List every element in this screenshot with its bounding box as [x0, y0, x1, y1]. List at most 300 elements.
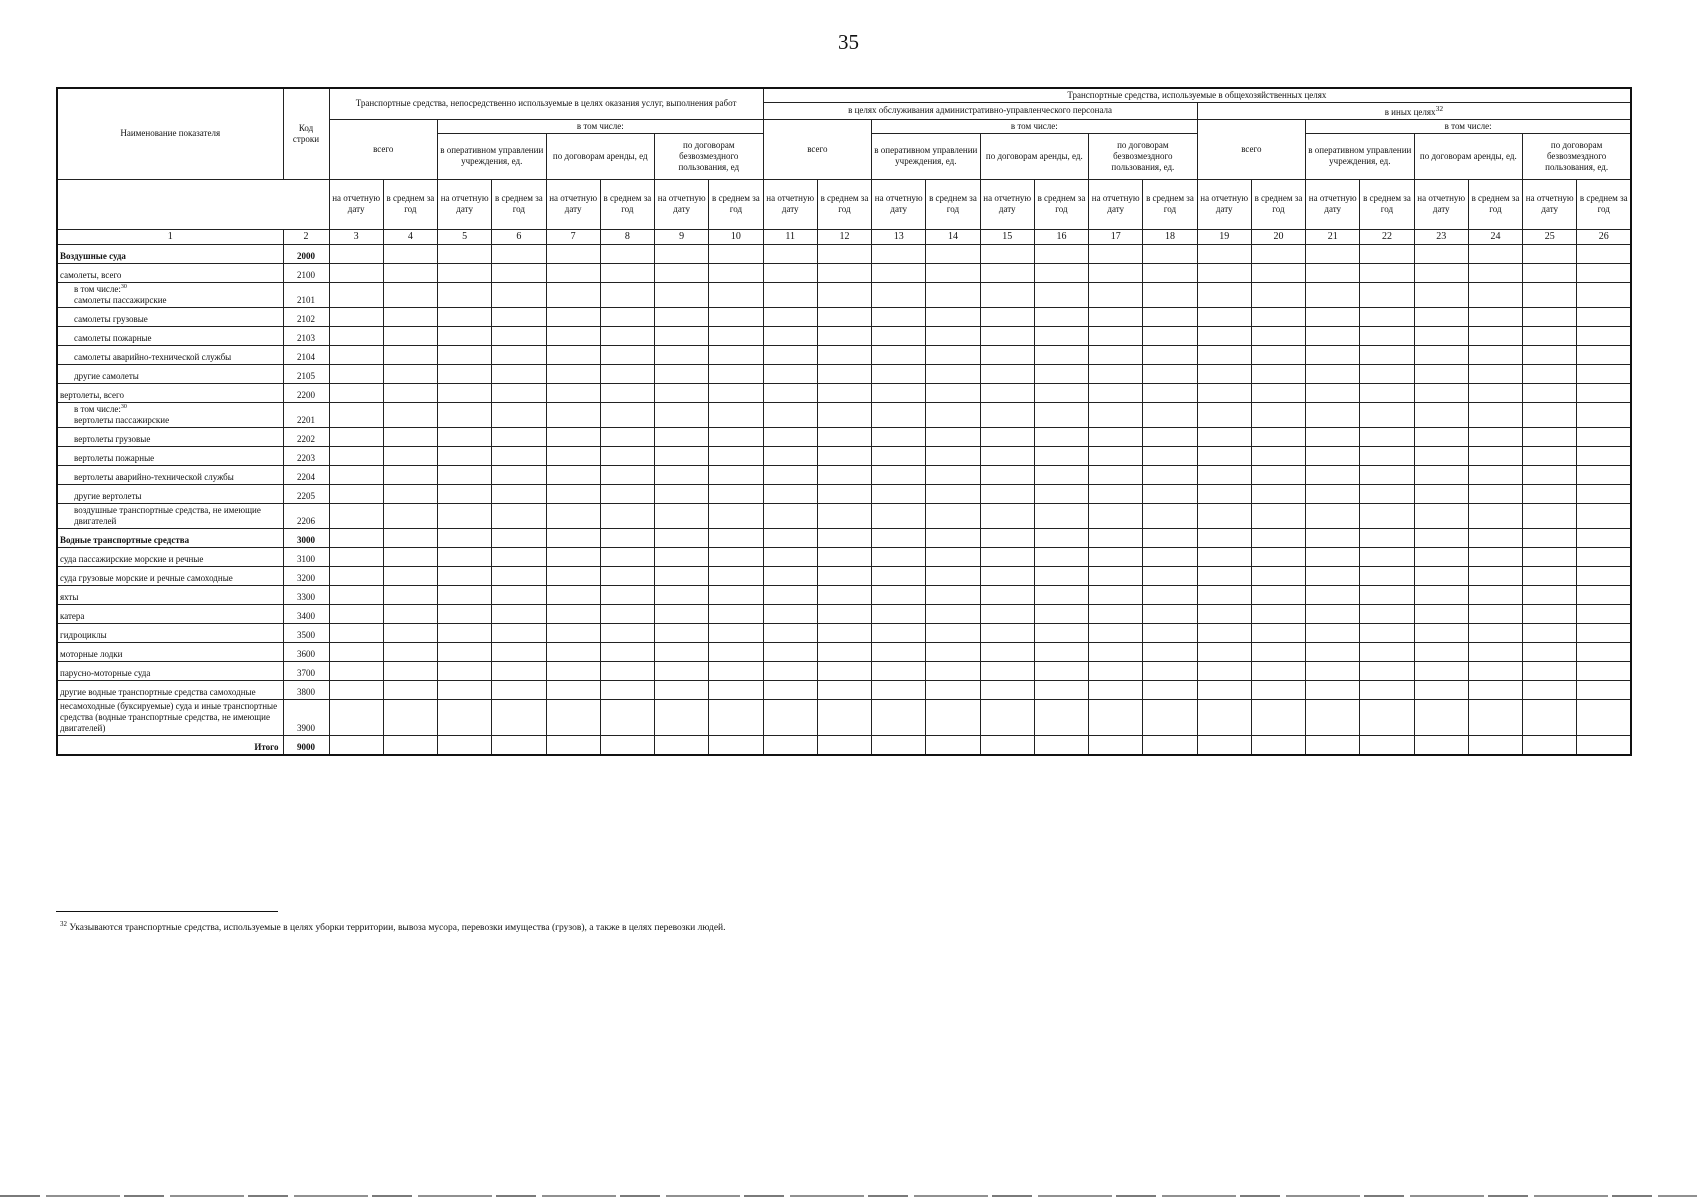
data-cell[interactable] — [600, 327, 654, 346]
data-cell[interactable] — [872, 735, 926, 755]
data-cell[interactable] — [817, 604, 871, 623]
data-cell[interactable] — [980, 484, 1034, 503]
data-cell[interactable] — [1251, 283, 1305, 308]
data-cell[interactable] — [329, 283, 383, 308]
data-cell[interactable] — [1577, 623, 1631, 642]
data-cell[interactable] — [383, 642, 437, 661]
data-cell[interactable] — [1143, 503, 1197, 528]
data-cell[interactable] — [329, 642, 383, 661]
data-cell[interactable] — [329, 245, 383, 264]
data-cell[interactable] — [817, 427, 871, 446]
data-cell[interactable] — [1306, 604, 1360, 623]
data-cell[interactable] — [1251, 346, 1305, 365]
data-cell[interactable] — [980, 699, 1034, 735]
data-cell[interactable] — [763, 566, 817, 585]
data-cell[interactable] — [1306, 623, 1360, 642]
data-cell[interactable] — [1143, 528, 1197, 547]
data-cell[interactable] — [763, 735, 817, 755]
data-cell[interactable] — [926, 308, 980, 327]
data-cell[interactable] — [600, 384, 654, 403]
data-cell[interactable] — [763, 283, 817, 308]
data-cell[interactable] — [1306, 283, 1360, 308]
data-cell[interactable] — [438, 384, 492, 403]
data-cell[interactable] — [763, 547, 817, 566]
data-cell[interactable] — [1089, 547, 1143, 566]
data-cell[interactable] — [926, 735, 980, 755]
data-cell[interactable] — [1523, 365, 1577, 384]
data-cell[interactable] — [1089, 503, 1143, 528]
data-cell[interactable] — [492, 503, 546, 528]
data-cell[interactable] — [1523, 735, 1577, 755]
data-cell[interactable] — [1468, 403, 1522, 428]
data-cell[interactable] — [492, 465, 546, 484]
data-cell[interactable] — [1197, 503, 1251, 528]
data-cell[interactable] — [383, 327, 437, 346]
data-cell[interactable] — [600, 264, 654, 283]
data-cell[interactable] — [817, 566, 871, 585]
data-cell[interactable] — [1523, 484, 1577, 503]
data-cell[interactable] — [1034, 661, 1088, 680]
data-cell[interactable] — [926, 446, 980, 465]
data-cell[interactable] — [763, 384, 817, 403]
data-cell[interactable] — [1251, 446, 1305, 465]
data-cell[interactable] — [1089, 604, 1143, 623]
data-cell[interactable] — [655, 346, 709, 365]
data-cell[interactable] — [926, 661, 980, 680]
data-cell[interactable] — [872, 365, 926, 384]
data-cell[interactable] — [1468, 264, 1522, 283]
data-cell[interactable] — [1523, 503, 1577, 528]
data-cell[interactable] — [709, 661, 763, 680]
data-cell[interactable] — [655, 403, 709, 428]
data-cell[interactable] — [817, 547, 871, 566]
data-cell[interactable] — [1468, 365, 1522, 384]
data-cell[interactable] — [763, 503, 817, 528]
data-cell[interactable] — [438, 403, 492, 428]
data-cell[interactable] — [1414, 680, 1468, 699]
data-cell[interactable] — [926, 484, 980, 503]
data-cell[interactable] — [1251, 528, 1305, 547]
data-cell[interactable] — [329, 661, 383, 680]
data-cell[interactable] — [817, 699, 871, 735]
data-cell[interactable] — [655, 327, 709, 346]
data-cell[interactable] — [1468, 283, 1522, 308]
data-cell[interactable] — [1360, 446, 1414, 465]
data-cell[interactable] — [1414, 283, 1468, 308]
data-cell[interactable] — [1468, 661, 1522, 680]
data-cell[interactable] — [1197, 403, 1251, 428]
data-cell[interactable] — [600, 528, 654, 547]
data-cell[interactable] — [600, 585, 654, 604]
data-cell[interactable] — [872, 566, 926, 585]
data-cell[interactable] — [1197, 465, 1251, 484]
data-cell[interactable] — [1468, 585, 1522, 604]
data-cell[interactable] — [1468, 642, 1522, 661]
data-cell[interactable] — [1251, 245, 1305, 264]
data-cell[interactable] — [926, 604, 980, 623]
data-cell[interactable] — [1360, 465, 1414, 484]
data-cell[interactable] — [1468, 604, 1522, 623]
data-cell[interactable] — [763, 465, 817, 484]
data-cell[interactable] — [817, 735, 871, 755]
data-cell[interactable] — [872, 484, 926, 503]
data-cell[interactable] — [1197, 566, 1251, 585]
data-cell[interactable] — [817, 365, 871, 384]
data-cell[interactable] — [926, 346, 980, 365]
data-cell[interactable] — [1523, 465, 1577, 484]
data-cell[interactable] — [383, 585, 437, 604]
data-cell[interactable] — [1306, 484, 1360, 503]
data-cell[interactable] — [438, 264, 492, 283]
data-cell[interactable] — [1523, 346, 1577, 365]
data-cell[interactable] — [1523, 283, 1577, 308]
data-cell[interactable] — [1143, 346, 1197, 365]
data-cell[interactable] — [546, 245, 600, 264]
data-cell[interactable] — [709, 427, 763, 446]
data-cell[interactable] — [329, 623, 383, 642]
data-cell[interactable] — [1197, 604, 1251, 623]
data-cell[interactable] — [1414, 446, 1468, 465]
data-cell[interactable] — [1197, 283, 1251, 308]
data-cell[interactable] — [1360, 346, 1414, 365]
data-cell[interactable] — [1251, 264, 1305, 283]
data-cell[interactable] — [1577, 283, 1631, 308]
data-cell[interactable] — [1034, 327, 1088, 346]
data-cell[interactable] — [872, 604, 926, 623]
data-cell[interactable] — [1468, 735, 1522, 755]
data-cell[interactable] — [817, 384, 871, 403]
data-cell[interactable] — [1197, 661, 1251, 680]
data-cell[interactable] — [1251, 623, 1305, 642]
data-cell[interactable] — [926, 623, 980, 642]
data-cell[interactable] — [709, 403, 763, 428]
data-cell[interactable] — [1577, 264, 1631, 283]
data-cell[interactable] — [1197, 384, 1251, 403]
data-cell[interactable] — [1034, 680, 1088, 699]
data-cell[interactable] — [1414, 528, 1468, 547]
data-cell[interactable] — [1143, 699, 1197, 735]
data-cell[interactable] — [655, 264, 709, 283]
data-cell[interactable] — [329, 566, 383, 585]
data-cell[interactable] — [926, 327, 980, 346]
data-cell[interactable] — [980, 403, 1034, 428]
data-cell[interactable] — [980, 446, 1034, 465]
data-cell[interactable] — [1251, 604, 1305, 623]
data-cell[interactable] — [1197, 446, 1251, 465]
data-cell[interactable] — [872, 528, 926, 547]
data-cell[interactable] — [763, 427, 817, 446]
data-cell[interactable] — [600, 365, 654, 384]
data-cell[interactable] — [329, 465, 383, 484]
data-cell[interactable] — [1143, 308, 1197, 327]
data-cell[interactable] — [600, 465, 654, 484]
data-cell[interactable] — [817, 680, 871, 699]
data-cell[interactable] — [1089, 484, 1143, 503]
data-cell[interactable] — [1306, 699, 1360, 735]
data-cell[interactable] — [1577, 547, 1631, 566]
data-cell[interactable] — [492, 735, 546, 755]
data-cell[interactable] — [1306, 528, 1360, 547]
data-cell[interactable] — [1468, 384, 1522, 403]
data-cell[interactable] — [926, 384, 980, 403]
data-cell[interactable] — [546, 484, 600, 503]
data-cell[interactable] — [546, 427, 600, 446]
data-cell[interactable] — [1197, 346, 1251, 365]
data-cell[interactable] — [492, 528, 546, 547]
data-cell[interactable] — [926, 403, 980, 428]
data-cell[interactable] — [872, 699, 926, 735]
data-cell[interactable] — [763, 264, 817, 283]
data-cell[interactable] — [329, 403, 383, 428]
data-cell[interactable] — [817, 661, 871, 680]
data-cell[interactable] — [1143, 327, 1197, 346]
data-cell[interactable] — [383, 245, 437, 264]
data-cell[interactable] — [600, 245, 654, 264]
data-cell[interactable] — [655, 680, 709, 699]
data-cell[interactable] — [438, 365, 492, 384]
data-cell[interactable] — [1523, 661, 1577, 680]
data-cell[interactable] — [1360, 623, 1414, 642]
data-cell[interactable] — [329, 528, 383, 547]
data-cell[interactable] — [817, 585, 871, 604]
data-cell[interactable] — [980, 623, 1034, 642]
data-cell[interactable] — [1468, 623, 1522, 642]
data-cell[interactable] — [492, 245, 546, 264]
data-cell[interactable] — [438, 484, 492, 503]
data-cell[interactable] — [1197, 528, 1251, 547]
data-cell[interactable] — [438, 446, 492, 465]
data-cell[interactable] — [709, 680, 763, 699]
data-cell[interactable] — [817, 245, 871, 264]
data-cell[interactable] — [1414, 465, 1468, 484]
data-cell[interactable] — [1414, 264, 1468, 283]
data-cell[interactable] — [1523, 403, 1577, 428]
data-cell[interactable] — [1034, 642, 1088, 661]
data-cell[interactable] — [1251, 699, 1305, 735]
data-cell[interactable] — [600, 308, 654, 327]
data-cell[interactable] — [709, 623, 763, 642]
data-cell[interactable] — [655, 503, 709, 528]
data-cell[interactable] — [600, 661, 654, 680]
data-cell[interactable] — [1577, 642, 1631, 661]
data-cell[interactable] — [1034, 566, 1088, 585]
data-cell[interactable] — [1034, 403, 1088, 428]
data-cell[interactable] — [709, 547, 763, 566]
data-cell[interactable] — [1251, 680, 1305, 699]
data-cell[interactable] — [1523, 446, 1577, 465]
data-cell[interactable] — [1468, 245, 1522, 264]
data-cell[interactable] — [546, 264, 600, 283]
data-cell[interactable] — [1468, 465, 1522, 484]
data-cell[interactable] — [492, 346, 546, 365]
data-cell[interactable] — [1523, 623, 1577, 642]
data-cell[interactable] — [546, 735, 600, 755]
data-cell[interactable] — [1523, 384, 1577, 403]
data-cell[interactable] — [709, 699, 763, 735]
data-cell[interactable] — [709, 283, 763, 308]
data-cell[interactable] — [1251, 484, 1305, 503]
data-cell[interactable] — [872, 403, 926, 428]
data-cell[interactable] — [1251, 566, 1305, 585]
data-cell[interactable] — [1306, 547, 1360, 566]
data-cell[interactable] — [1143, 642, 1197, 661]
data-cell[interactable] — [1414, 604, 1468, 623]
data-cell[interactable] — [492, 585, 546, 604]
data-cell[interactable] — [1577, 503, 1631, 528]
data-cell[interactable] — [329, 446, 383, 465]
data-cell[interactable] — [1414, 566, 1468, 585]
data-cell[interactable] — [763, 680, 817, 699]
data-cell[interactable] — [1306, 661, 1360, 680]
data-cell[interactable] — [763, 585, 817, 604]
data-cell[interactable] — [1034, 585, 1088, 604]
data-cell[interactable] — [1251, 403, 1305, 428]
data-cell[interactable] — [980, 680, 1034, 699]
data-cell[interactable] — [1577, 346, 1631, 365]
data-cell[interactable] — [1577, 566, 1631, 585]
data-cell[interactable] — [872, 547, 926, 566]
data-cell[interactable] — [655, 623, 709, 642]
data-cell[interactable] — [1523, 547, 1577, 566]
data-cell[interactable] — [383, 446, 437, 465]
data-cell[interactable] — [546, 446, 600, 465]
data-cell[interactable] — [1089, 699, 1143, 735]
data-cell[interactable] — [546, 346, 600, 365]
data-cell[interactable] — [1306, 308, 1360, 327]
data-cell[interactable] — [438, 346, 492, 365]
data-cell[interactable] — [600, 403, 654, 428]
data-cell[interactable] — [1306, 327, 1360, 346]
data-cell[interactable] — [1034, 623, 1088, 642]
data-cell[interactable] — [763, 245, 817, 264]
data-cell[interactable] — [1523, 528, 1577, 547]
data-cell[interactable] — [1089, 327, 1143, 346]
data-cell[interactable] — [872, 585, 926, 604]
data-cell[interactable] — [600, 283, 654, 308]
data-cell[interactable] — [926, 283, 980, 308]
data-cell[interactable] — [546, 327, 600, 346]
data-cell[interactable] — [1523, 427, 1577, 446]
data-cell[interactable] — [1360, 642, 1414, 661]
data-cell[interactable] — [1468, 308, 1522, 327]
data-cell[interactable] — [1306, 427, 1360, 446]
data-cell[interactable] — [763, 528, 817, 547]
data-cell[interactable] — [383, 283, 437, 308]
data-cell[interactable] — [926, 365, 980, 384]
data-cell[interactable] — [709, 384, 763, 403]
data-cell[interactable] — [1089, 585, 1143, 604]
data-cell[interactable] — [1468, 503, 1522, 528]
data-cell[interactable] — [1197, 680, 1251, 699]
data-cell[interactable] — [1360, 699, 1414, 735]
data-cell[interactable] — [383, 680, 437, 699]
data-cell[interactable] — [1197, 585, 1251, 604]
data-cell[interactable] — [980, 346, 1034, 365]
data-cell[interactable] — [1306, 264, 1360, 283]
data-cell[interactable] — [1034, 446, 1088, 465]
data-cell[interactable] — [1251, 465, 1305, 484]
data-cell[interactable] — [1306, 503, 1360, 528]
data-cell[interactable] — [1197, 642, 1251, 661]
data-cell[interactable] — [872, 264, 926, 283]
data-cell[interactable] — [1468, 699, 1522, 735]
data-cell[interactable] — [926, 585, 980, 604]
data-cell[interactable] — [600, 427, 654, 446]
data-cell[interactable] — [438, 308, 492, 327]
data-cell[interactable] — [872, 427, 926, 446]
data-cell[interactable] — [383, 403, 437, 428]
data-cell[interactable] — [1414, 403, 1468, 428]
data-cell[interactable] — [600, 346, 654, 365]
data-cell[interactable] — [1577, 403, 1631, 428]
data-cell[interactable] — [546, 547, 600, 566]
data-cell[interactable] — [1143, 661, 1197, 680]
data-cell[interactable] — [817, 283, 871, 308]
data-cell[interactable] — [926, 642, 980, 661]
data-cell[interactable] — [1468, 446, 1522, 465]
data-cell[interactable] — [1414, 308, 1468, 327]
data-cell[interactable] — [329, 484, 383, 503]
data-cell[interactable] — [1577, 245, 1631, 264]
data-cell[interactable] — [1306, 642, 1360, 661]
data-cell[interactable] — [600, 699, 654, 735]
data-cell[interactable] — [438, 699, 492, 735]
data-cell[interactable] — [763, 484, 817, 503]
data-cell[interactable] — [872, 642, 926, 661]
data-cell[interactable] — [872, 503, 926, 528]
data-cell[interactable] — [763, 327, 817, 346]
data-cell[interactable] — [1089, 642, 1143, 661]
data-cell[interactable] — [546, 585, 600, 604]
data-cell[interactable] — [1360, 585, 1414, 604]
data-cell[interactable] — [1034, 384, 1088, 403]
data-cell[interactable] — [600, 623, 654, 642]
data-cell[interactable] — [655, 484, 709, 503]
data-cell[interactable] — [546, 384, 600, 403]
data-cell[interactable] — [709, 735, 763, 755]
data-cell[interactable] — [600, 642, 654, 661]
data-cell[interactable] — [872, 308, 926, 327]
data-cell[interactable] — [1360, 245, 1414, 264]
data-cell[interactable] — [1089, 446, 1143, 465]
data-cell[interactable] — [1034, 547, 1088, 566]
data-cell[interactable] — [1251, 547, 1305, 566]
data-cell[interactable] — [383, 661, 437, 680]
data-cell[interactable] — [763, 446, 817, 465]
data-cell[interactable] — [1143, 384, 1197, 403]
data-cell[interactable] — [709, 585, 763, 604]
data-cell[interactable] — [1523, 642, 1577, 661]
data-cell[interactable] — [1360, 735, 1414, 755]
data-cell[interactable] — [1197, 308, 1251, 327]
data-cell[interactable] — [1034, 245, 1088, 264]
data-cell[interactable] — [329, 699, 383, 735]
data-cell[interactable] — [1089, 384, 1143, 403]
data-cell[interactable] — [1034, 528, 1088, 547]
data-cell[interactable] — [1034, 283, 1088, 308]
data-cell[interactable] — [980, 642, 1034, 661]
data-cell[interactable] — [655, 642, 709, 661]
data-cell[interactable] — [1360, 547, 1414, 566]
data-cell[interactable] — [1414, 503, 1468, 528]
data-cell[interactable] — [1306, 384, 1360, 403]
data-cell[interactable] — [1577, 585, 1631, 604]
data-cell[interactable] — [329, 604, 383, 623]
data-cell[interactable] — [1468, 484, 1522, 503]
data-cell[interactable] — [980, 547, 1034, 566]
data-cell[interactable] — [1143, 484, 1197, 503]
data-cell[interactable] — [492, 446, 546, 465]
